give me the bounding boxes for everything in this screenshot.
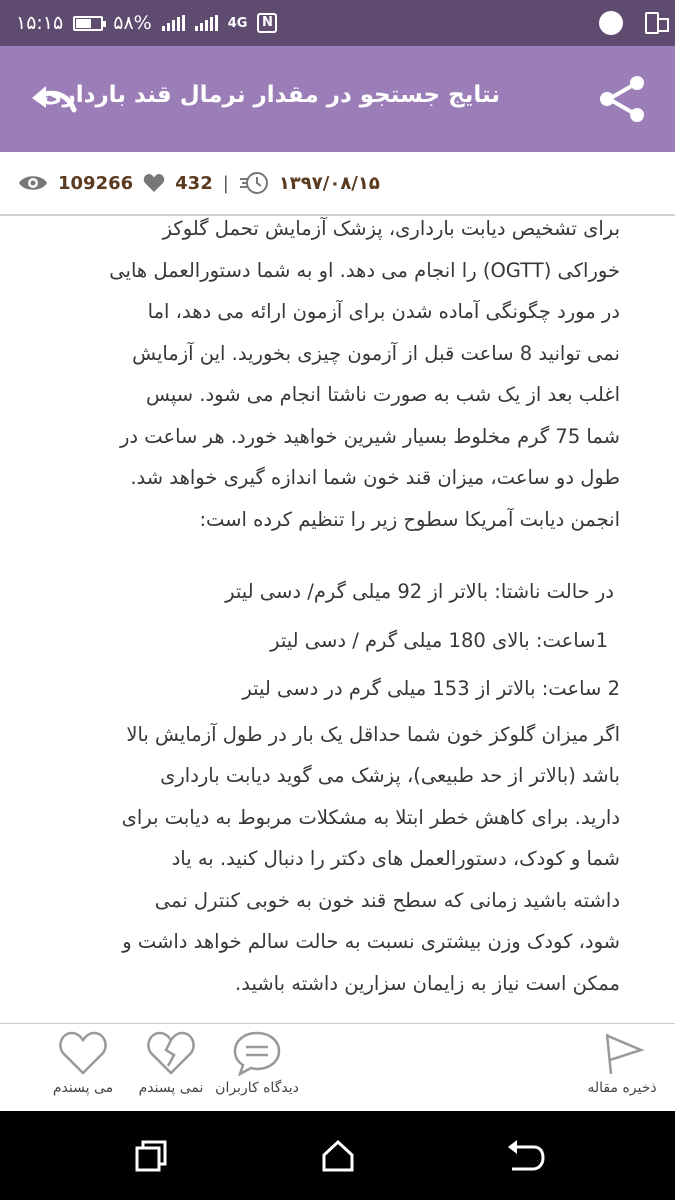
text-line: طول دو ساعت، میزان قند خون شما اندازه گیری خواهد شد. xyxy=(130,466,620,489)
heart-icon xyxy=(143,173,165,193)
text-line: شود، کودک وزن بیشتری نسبت به حالت سالم خواهد داشت و xyxy=(122,930,620,953)
text-line: اغلب بعد از یک شب به صورت ناشتا انجام می شود. سپس xyxy=(145,383,620,406)
battery-icon xyxy=(73,16,103,31)
screen-mirror-icon xyxy=(645,12,659,34)
glucose-levels-list xyxy=(55,568,620,714)
text-line: انجمن دیابت آمریکا سطوح زیر را تنظیم کرده است: xyxy=(199,507,620,531)
text-line: نمی توانید 8 ساعت قبل از آزمون چیزی بخورید. این آزمایش xyxy=(132,341,620,365)
article-meta xyxy=(0,152,675,216)
app-header xyxy=(0,46,675,152)
paragraph-1 xyxy=(55,215,620,540)
spacer xyxy=(55,540,620,568)
article-action-bar xyxy=(0,1023,675,1112)
recent-apps-icon[interactable] xyxy=(134,1139,168,1173)
dislike-button[interactable] xyxy=(126,1030,216,1096)
app-notification-icon xyxy=(599,11,623,35)
system-nav-bar xyxy=(0,1111,675,1200)
text-line: شما و کودک، دستورالعمل های دکتر را دنبال کنید. به یاد xyxy=(171,847,620,870)
status-time: ۱۵:۱۵ xyxy=(16,12,64,34)
status-left xyxy=(16,12,277,34)
text-line: ممکن است نیاز به زایمان سزارین داشته باشید. xyxy=(235,971,620,995)
text-line: داشته باشید زمانی که سطح قند خون به خوبی کنترل نمی xyxy=(154,888,620,912)
wifi-signal-icon xyxy=(162,15,185,31)
text-line: باشد (بالاتر از حد طبیعی)، پزشک می گوید دیابت بارداری xyxy=(160,764,620,787)
flag-icon xyxy=(597,1030,647,1076)
text-line: خوراکی (OGTT) را انجام می دهد. او به شما دستورالعمل هایی xyxy=(109,258,620,282)
like-label: می پسندم xyxy=(52,1080,114,1096)
battery-percent: ۵۸% xyxy=(113,12,152,34)
cell-signal-icon xyxy=(195,15,218,31)
view-count: 109266 xyxy=(58,172,134,194)
text-line: اگر میزان گلوکز خون شما حداقل یک بار در طول آزمایش بالا xyxy=(126,722,620,746)
back-nav-icon[interactable] xyxy=(506,1139,546,1173)
status-right xyxy=(599,11,659,35)
level-fasting: در حالت ناشتا: بالاتر از 92 میلی گرم/ دسی لیتر xyxy=(225,580,614,603)
level-2-hour: 2 ساعت: بالاتر از 153 میلی گرم در دسی لیتر xyxy=(242,677,620,700)
text-line: شما 75 گرم مخلوط بسیار شیرین خواهید خورد. هر ساعت در xyxy=(120,424,620,448)
speech-bubble-icon xyxy=(232,1030,282,1076)
comments-button[interactable] xyxy=(212,1030,302,1096)
level-1-hour: 1ساعت: بالای 180 میلی گرم / دسی لیتر xyxy=(270,628,608,652)
home-icon[interactable] xyxy=(321,1139,355,1173)
text-line: برای تشخیص دیابت بارداری، پزشک آزمایش تحمل گلوکز xyxy=(162,217,620,240)
save-label: ذخیره مقاله xyxy=(587,1080,657,1096)
network-type: 4G xyxy=(227,15,248,31)
comments-label: دیدگاه کاربران xyxy=(215,1080,299,1096)
clock-icon xyxy=(239,171,269,195)
separator: | xyxy=(222,172,229,194)
status-bar xyxy=(0,0,675,46)
like-button[interactable] xyxy=(38,1030,128,1096)
like-count: 432 xyxy=(175,172,213,194)
heart-outline-icon xyxy=(58,1030,108,1076)
text-line: دارید. برای کاهش خطر ابتلا به مشکلات مربوط به دیابت برای xyxy=(121,805,620,829)
page-title: نتایج جستجو در مقدار نرمال قند بارداری xyxy=(41,82,500,108)
text-line: در مورد چگونگی آماده شدن برای آزمون ارائه می دهد، اما xyxy=(147,300,620,323)
broken-heart-icon xyxy=(146,1030,196,1076)
dislike-label: نمی پسندم xyxy=(138,1080,204,1096)
paragraph-2 xyxy=(55,714,620,1005)
save-article-button[interactable] xyxy=(577,1030,667,1096)
publish-date: ۱۳۹۷/۰۸/۱۵ xyxy=(278,172,380,194)
nfc-icon: N xyxy=(257,13,277,33)
share-icon[interactable] xyxy=(597,74,647,124)
article-body xyxy=(55,215,620,1023)
eye-icon xyxy=(18,173,48,193)
